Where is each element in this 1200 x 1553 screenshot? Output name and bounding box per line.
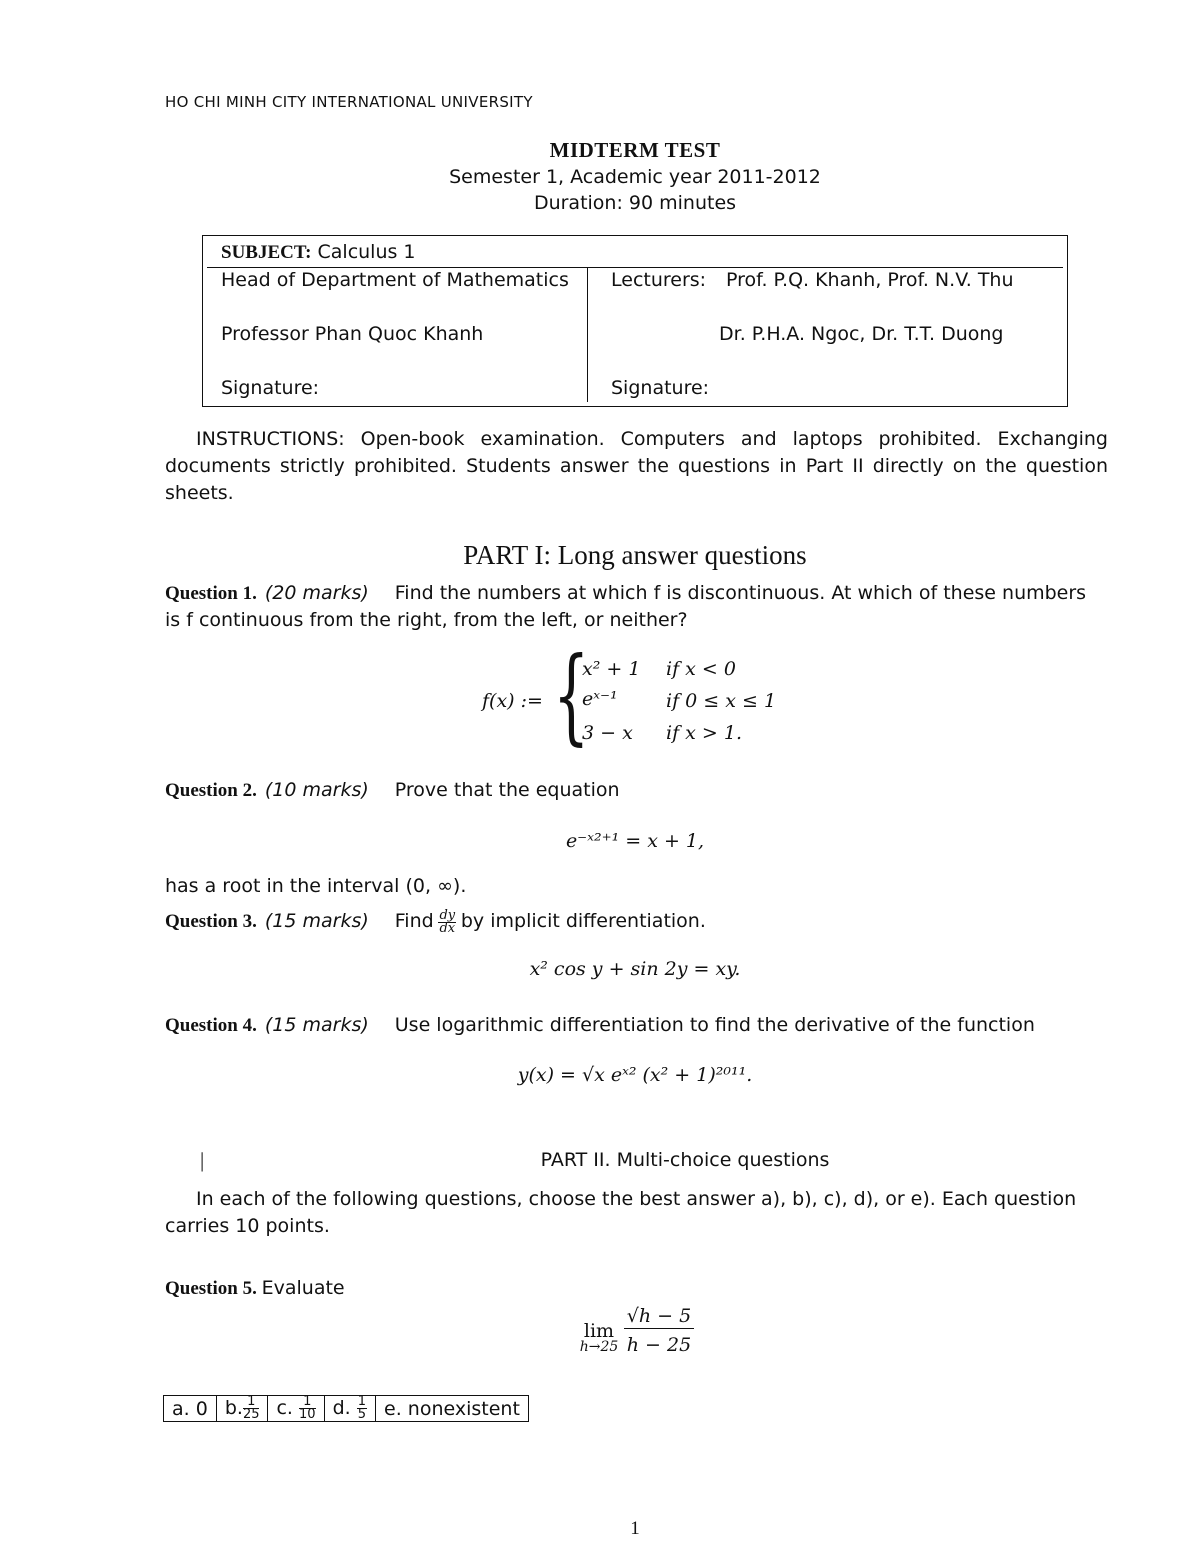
subject-label: SUBJECT:	[221, 242, 312, 263]
q1-piece-3-cond: if x > 1.	[666, 722, 742, 744]
q5-choice-c-fraction	[299, 1396, 316, 1421]
question-4-marks: (15 marks)	[264, 1014, 369, 1036]
department-head-signature: Signature:	[221, 377, 320, 399]
q5-lim-sub: h→25	[579, 1339, 619, 1355]
question-1-label: Question 1.	[165, 583, 257, 604]
q2-equation: e⁻ˣ²⁺¹ = x + 1,	[565, 830, 705, 852]
subject-info-box	[202, 235, 1068, 407]
department-head-role: Head of Department of Mathematics	[221, 269, 569, 291]
q5-choice-a-prefix: a.	[172, 1397, 190, 1420]
q5-choice-b-prefix: b.	[224, 1397, 243, 1419]
exam-title: MIDTERM TEST	[549, 138, 721, 162]
question-4-label: Question 4.	[165, 1015, 257, 1036]
q5-choice-d-fraction	[357, 1396, 367, 1421]
part2-title: PART II. Multi-choice questions	[540, 1149, 830, 1171]
q5-choice-b-num: 1	[243, 1396, 260, 1409]
q5-frac-den: h − 25	[626, 1334, 692, 1356]
q5-lim: lim	[583, 1320, 615, 1342]
lecturers-line-1: Prof. P.Q. Khanh, Prof. N.V. Thu	[726, 269, 1014, 291]
q5-choice-d-den: 5	[357, 1407, 367, 1422]
q1-piece-1-expr: x² + 1	[582, 658, 641, 680]
question-2	[165, 779, 620, 802]
question-5	[165, 1277, 345, 1300]
q5-choice-e	[376, 1396, 529, 1422]
lecturers-line-2: Dr. P.H.A. Ngoc, Dr. T.T. Duong	[719, 323, 1004, 345]
semester-line: Semester 1, Academic year 2011-2012	[449, 166, 821, 188]
q5-choice-c-prefix: c.	[276, 1397, 293, 1419]
q5-choice-d-num: 1	[357, 1394, 367, 1409]
q3-equation: x² cos y + sin 2y = xy.	[529, 958, 741, 980]
question-3-text-before: Find	[394, 910, 434, 932]
question-4	[165, 1014, 1035, 1037]
question-3-marks: (15 marks)	[264, 910, 369, 932]
q1-piece-2-expr: eˣ⁻¹	[582, 688, 618, 710]
q5-choice-e-value: nonexistent	[407, 1397, 520, 1420]
university-name: HO CHI MINH CITY INTERNATIONAL UNIVERSITY	[165, 93, 533, 111]
q5-choice-e-prefix: e.	[384, 1397, 402, 1420]
department-head-name: Professor Phan Quoc Khanh	[221, 323, 484, 345]
q5-choice-b-fraction	[243, 1396, 260, 1421]
q5-choice-c-num: 1	[299, 1396, 316, 1409]
question-5-text: Evaluate	[261, 1277, 345, 1299]
part2-marker: |	[200, 1148, 205, 1172]
question-1	[165, 582, 1086, 605]
q3-frac-den: dx	[439, 921, 456, 937]
q5-choice-a-value: 0	[195, 1397, 208, 1420]
question-2-text: Prove that the equation	[394, 779, 620, 801]
q1-piece-3-expr: 3 − x	[582, 722, 633, 744]
q1-piece-1-cond: if x < 0	[666, 658, 736, 680]
lecturers-label: Lecturers:	[611, 269, 707, 291]
question-5-label: Question 5.	[165, 1278, 257, 1299]
subject-value: Calculus 1	[317, 241, 416, 263]
question-2-label: Question 2.	[165, 780, 257, 801]
part1-title: PART I: Long answer questions	[463, 540, 807, 570]
q5-frac-num: √h − 5	[624, 1304, 694, 1329]
question-1-text: Find the numbers at which f is discontinuous. At which of these numbers	[394, 582, 1087, 604]
q3-dy-dx-fraction	[438, 910, 456, 935]
box-divider-vertical	[587, 267, 588, 402]
q1-piecewise-brace: {	[553, 634, 590, 756]
q5-choices-table	[163, 1395, 529, 1422]
question-2-marks: (10 marks)	[264, 779, 369, 801]
question-3	[165, 910, 706, 935]
instructions: INSTRUCTIONS: Open-book examination. Computers and laptops prohibited. Exchanging documents strictly prohibited. Students answer the questions in Part II directly on the question sheets.	[165, 428, 1108, 504]
lecturers-signature: Signature:	[611, 377, 710, 399]
question-1-marks: (20 marks)	[264, 582, 369, 604]
page-number: 1	[630, 1518, 640, 1539]
question-3-label: Question 3.	[165, 911, 257, 932]
q4-equation: y(x) = √x eˣ² (x² + 1)²⁰¹¹.	[517, 1064, 753, 1086]
question-1-text-cont: is f continuous from the right, from the left, or neither?	[165, 609, 688, 631]
q5-choice-d	[324, 1396, 375, 1422]
question-4-text: Use logarithmic differentiation to find the derivative of the function	[394, 1014, 1035, 1036]
subject-row	[221, 241, 416, 264]
q2-after-text: has a root in the interval (0, ∞).	[165, 875, 467, 897]
question-3-text-after: by implicit differentiation.	[460, 910, 706, 932]
q1-function-lhs: f(x) :=	[482, 690, 543, 712]
q3-frac-num: dy	[439, 908, 456, 924]
q5-choice-c	[268, 1396, 324, 1422]
duration-line: Duration: 90 minutes	[533, 192, 737, 214]
q5-choice-b	[216, 1396, 268, 1422]
q5-choice-c-den: 10	[299, 1407, 316, 1422]
q5-choice-b-den: 25	[242, 1407, 260, 1422]
q5-choice-d-prefix: d.	[332, 1397, 351, 1419]
box-divider-horizontal	[207, 267, 1063, 268]
part2-intro: In each of the following questions, choose the best answer a), b), c), d), or e). Each question carries 10 points.	[165, 1188, 1077, 1237]
q5-choice-a	[164, 1396, 217, 1422]
q1-piece-2-cond: if 0 ≤ x ≤ 1	[666, 690, 777, 712]
